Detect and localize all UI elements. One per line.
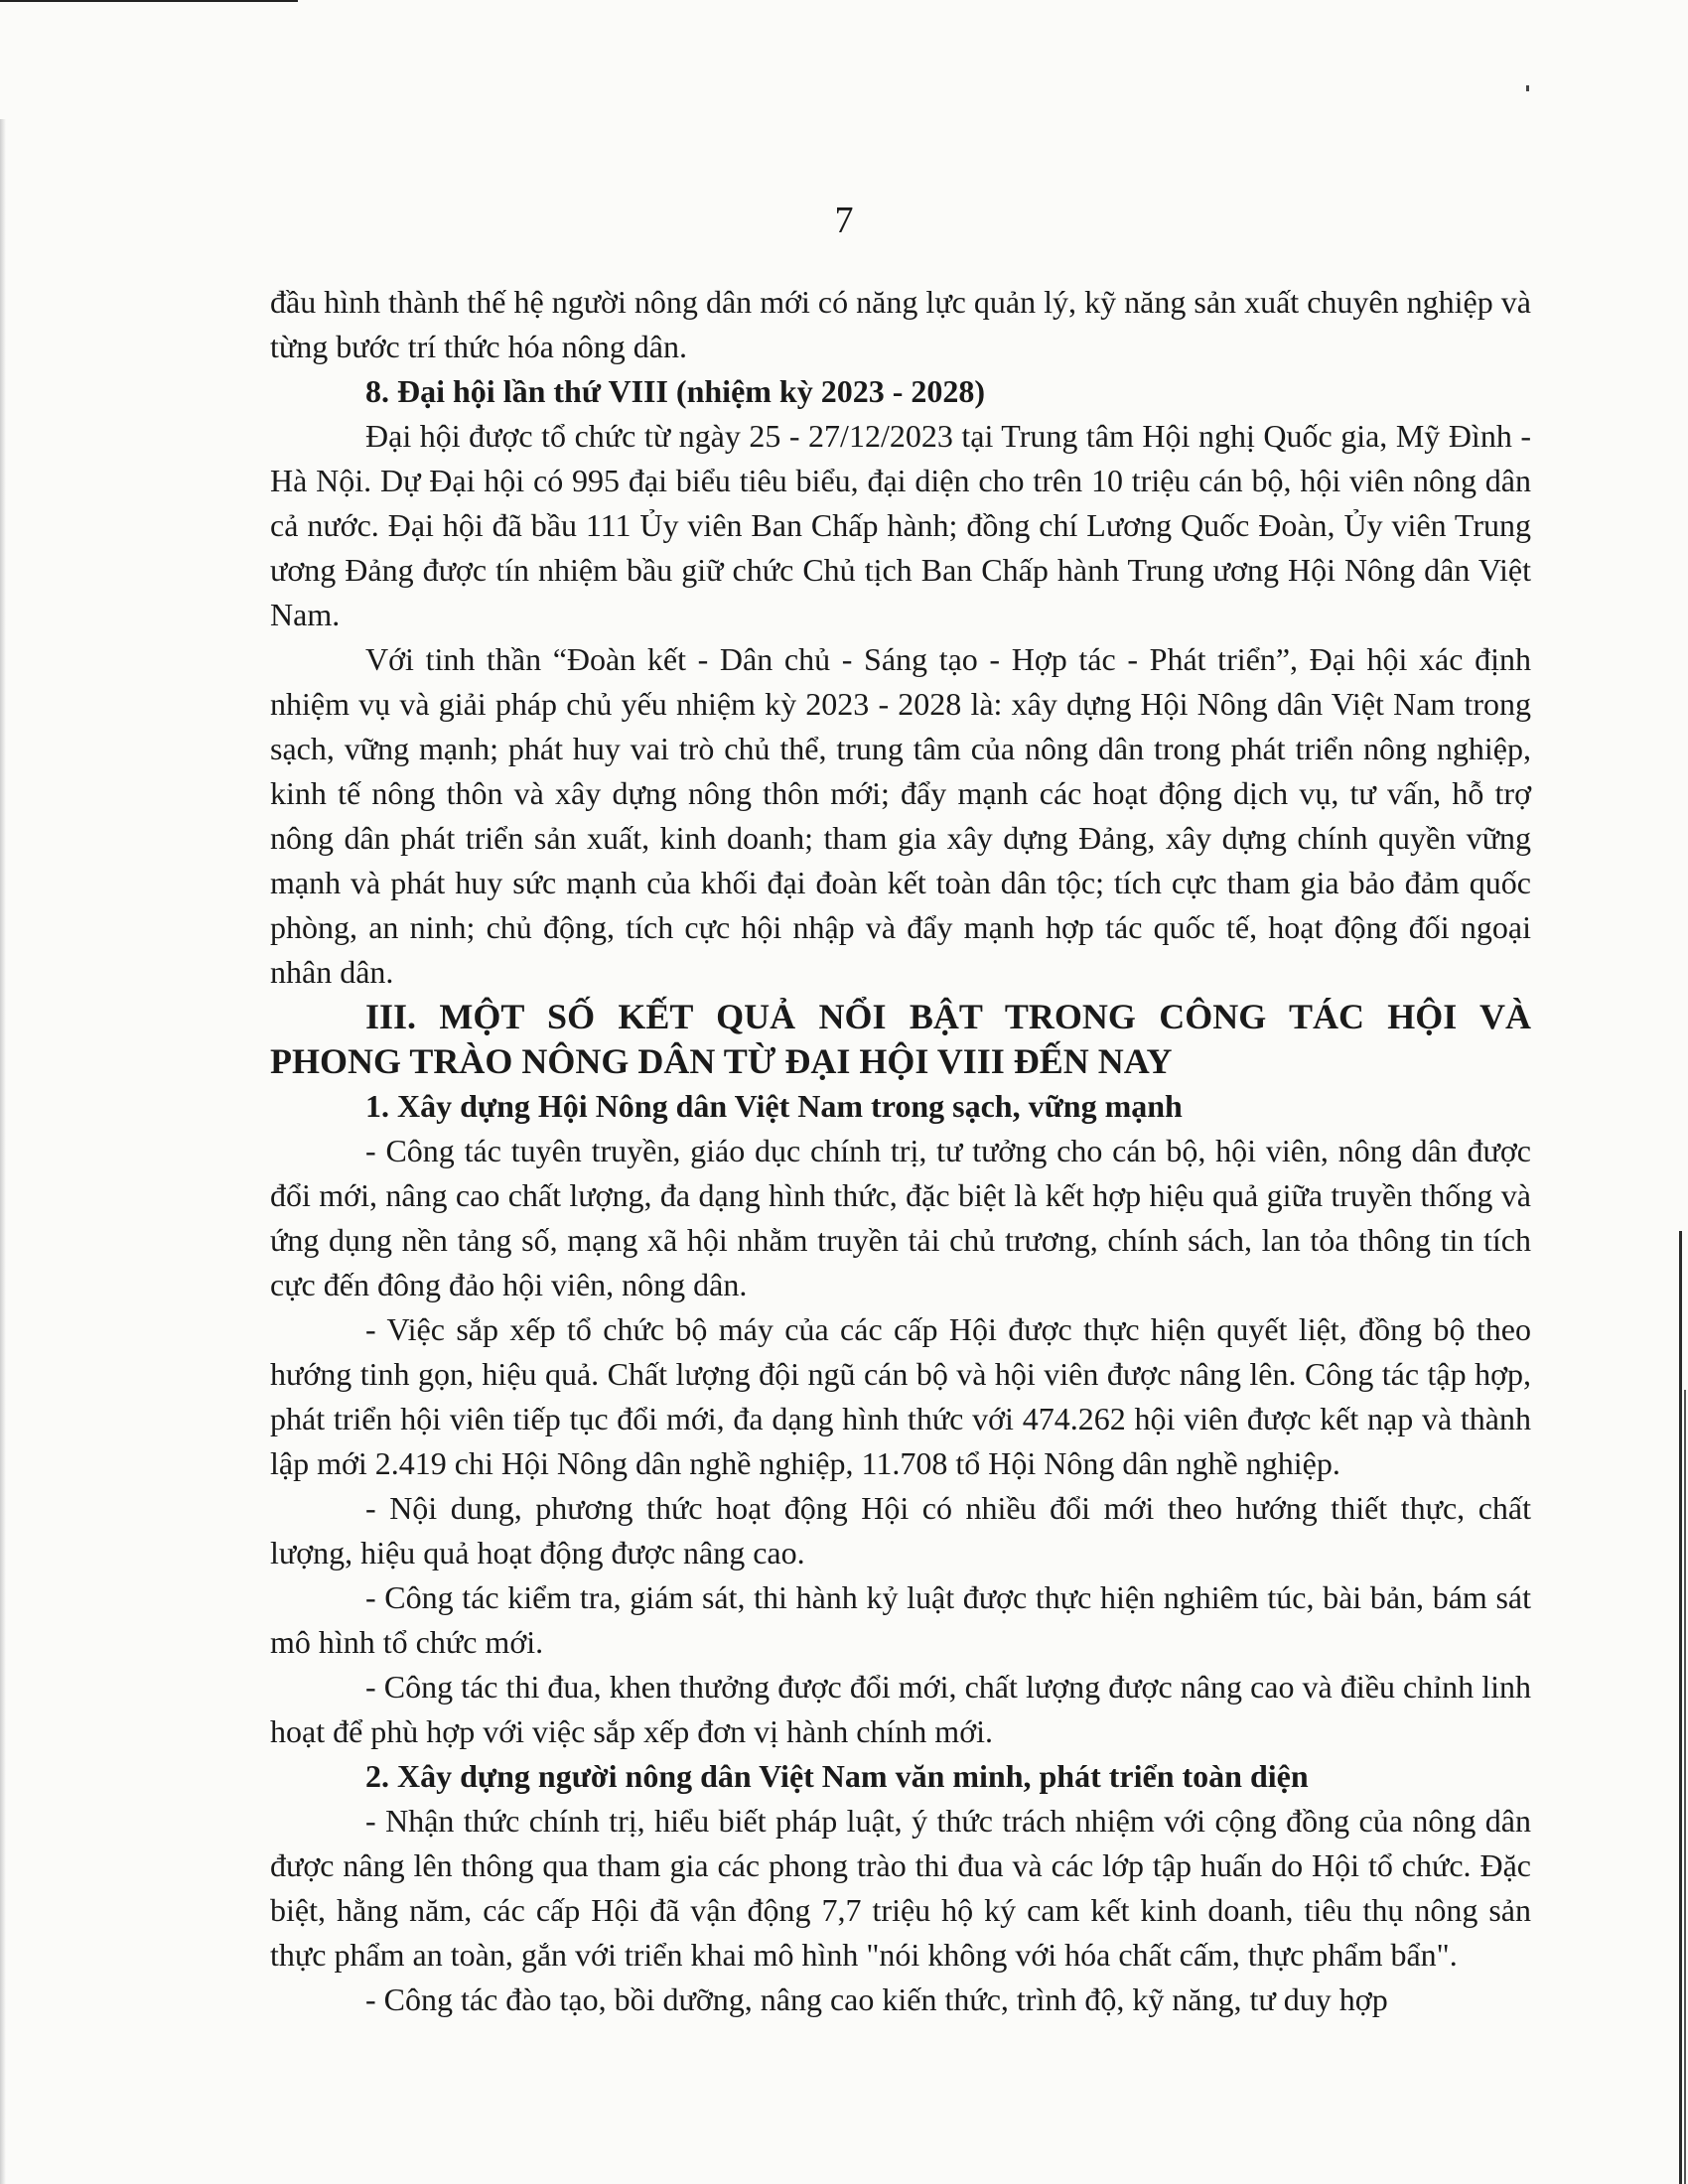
paragraph-activity-methods: - Nội dung, phương thức hoạt động Hội có nhiều đổi mới theo hướng thiết thực, chất lượng, hiệu quả hoạt động được nâng cao. — [270, 1490, 1531, 1570]
paragraph-continuation: đầu hình thành thế hệ người nông dân mới có năng lực quản lý, kỹ năng sản xuất chuyên nghiệp và từng bước trí thức hóa nông dân. — [270, 284, 1531, 364]
heading-section-8: 8. Đại hội lần thứ VIII (nhiệm kỳ 2023 - 2028) — [365, 373, 986, 409]
paragraph-propaganda: - Công tác tuyên truyền, giáo dục chính trị, tư tưởng cho cán bộ, hội viên, nông dân được đổi mới, nâng cao chất lượng, đa dạng hình thức, đặc biệt là kết hợp hiệu quả giữa truyền thống và ứng dụng nền tảng số, mạng xã hội nhằm truyền tải chủ trương, chính sách, lan tỏa thông tin tích cực đến đông đảo hội viên, nông dân. — [270, 1133, 1531, 1302]
scan-left-edge-shadow — [0, 119, 6, 2184]
paragraph-inspection: - Công tác kiểm tra, giám sát, thi hành kỷ luật được thực hiện nghiêm túc, bài bản, bám sát mô hình tổ chức mới. — [270, 1579, 1531, 1660]
paragraph-training: - Công tác đào tạo, bồi dưỡng, nâng cao kiến thức, trình độ, kỹ năng, tư duy hợp — [365, 1981, 1388, 2017]
scan-right-edge-line-2 — [1684, 1390, 1686, 2184]
document-body — [270, 280, 1531, 2022]
paragraph-emulation: - Công tác thi đua, khen thưởng được đổi mới, chất lượng được nâng cao và điều chỉnh linh hoạt để phù hợp với việc sắp xếp đơn vị hành chính mới. — [270, 1669, 1531, 1749]
paragraph-political-awareness: - Nhận thức chính trị, hiểu biết pháp luật, ý thức trách nhiệm với cộng đồng của nông dân được nâng lên thông qua tham gia các phong trào thi đua và các lớp tập huấn do Hội tổ chức. Đặc biệt, hằng năm, các cấp Hội đã vận động 7,7 triệu hộ ký cam kết kinh doanh, tiêu thụ nông sản thực phẩm an toàn, gắn với triển khai mô hình "nói không với hóa chất cấm, thực phẩm bẩn". — [270, 1803, 1531, 1973]
paragraph-congress-info: Đại hội được tổ chức từ ngày 25 - 27/12/2023 tại Trung tâm Hội nghị Quốc gia, Mỹ Đình - Hà Nội. Dự Đại hội có 995 đại biểu tiêu biểu, đại diện cho trên 10 triệu cán bộ, hội viên nông dân cả nước. Đại hội đã bầu 111 Ủy viên Ban Chấp hành; đồng chí Lương Quốc Đoàn, Ủy viên Trung ương Đảng được tín nhiệm bầu giữ chức Chủ tịch Ban Chấp hành Trung ương Hội Nông dân Việt Nam. — [270, 418, 1531, 632]
heading-section-III-line2: PHONG TRÀO NÔNG DÂN TỪ ĐẠI HỘI VIII ĐẾN NAY — [270, 1041, 1173, 1081]
scan-speck — [1526, 85, 1529, 91]
paragraph-congress-tasks: Với tinh thần “Đoàn kết - Dân chủ - Sáng tạo - Hợp tác - Phát triển”, Đại hội xác định nhiệm vụ và giải pháp chủ yếu nhiệm kỳ 2023 - 2028 là: xây dựng Hội Nông dân Việt Nam trong sạch, vững mạnh; phát huy vai trò chủ thể, trung tâm của nông dân trong phát triển nông nghiệp, kinh tế nông thôn và xây dựng nông thôn mới; đẩy mạnh các hoạt động dịch vụ, tư vấn, hỗ trợ nông dân phát triển sản xuất, kinh doanh; tham gia xây dựng Đảng, xây dựng chính quyền vững mạnh và phát huy sức mạnh của khối đại đoàn kết toàn dân tộc; tích cực tham gia bảo đảm quốc phòng, an ninh; chủ động, tích cực hội nhập và đẩy mạnh hợp tác quốc tế, hoạt động đối ngoại nhân dân. — [270, 641, 1531, 990]
heading-section-III-line1: III. MỘT SỐ KẾT QUẢ NỔI BẬT TRONG CÔNG TÁC HỘI VÀ — [365, 997, 1531, 1036]
page-number: 7 — [834, 200, 854, 241]
paragraph-organization: - Việc sắp xếp tổ chức bộ máy của các cấp Hội được thực hiện quyết liệt, đồng bộ theo hướng tinh gọn, hiệu quả. Chất lượng đội ngũ cán bộ và hội viên được nâng lên. Công tác tập hợp, phát triển hội viên tiếp tục đổi mới, đa dạng hình thức với 474.262 hội viên được kết nạp và thành lập mới 2.419 chi Hội Nông dân nghề nghiệp, 11.708 tổ Hội Nông dân nghề nghiệp. — [270, 1311, 1531, 1481]
scan-right-edge-line — [1679, 1231, 1682, 2184]
heading-subsection-1: 1. Xây dựng Hội Nông dân Việt Nam trong sạch, vững mạnh — [365, 1088, 1183, 1124]
scan-corner-line — [0, 0, 298, 2]
heading-subsection-2: 2. Xây dựng người nông dân Việt Nam văn minh, phát triển toàn diện — [365, 1758, 1309, 1794]
